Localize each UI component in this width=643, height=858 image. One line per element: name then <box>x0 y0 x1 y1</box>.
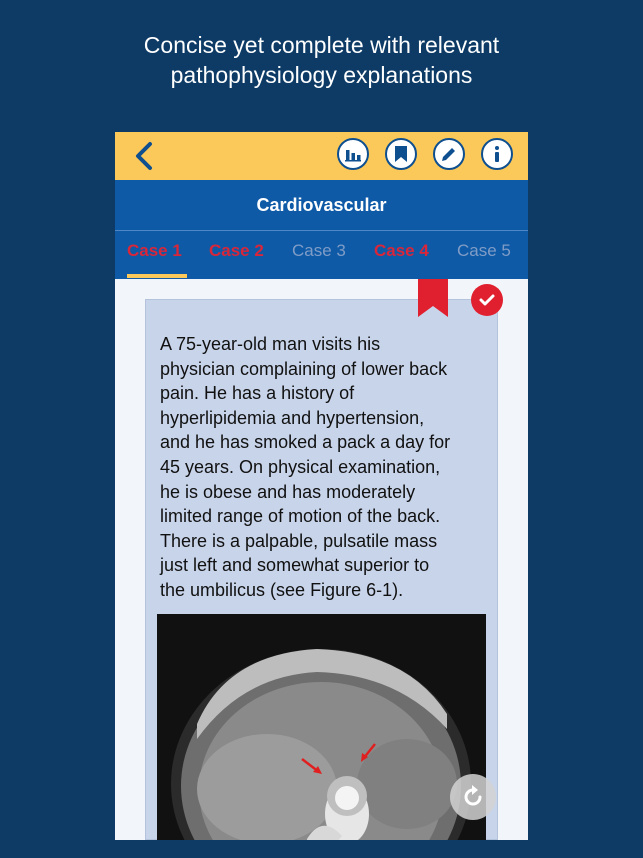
section-header <box>115 180 528 230</box>
completed-badge <box>471 284 503 316</box>
headline-line-1: Concise yet complete with relevant <box>143 32 500 58</box>
section-title: Cardiovascular <box>256 195 387 215</box>
back-button[interactable] <box>129 140 159 172</box>
tab-case-1[interactable]: Case 1 <box>127 241 182 260</box>
stats-icon <box>344 146 362 162</box>
case-card <box>145 299 498 840</box>
checkmark-icon <box>478 293 496 307</box>
refresh-button[interactable] <box>450 774 496 820</box>
tab-case-3[interactable]: Case 3 <box>292 241 346 260</box>
tab-case-5[interactable]: Case 5 <box>457 241 511 260</box>
top-toolbar <box>115 132 528 180</box>
promo-headline <box>0 30 643 90</box>
ct-scan-figure[interactable] <box>157 614 486 840</box>
case-content <box>115 279 528 840</box>
tab-case-4[interactable]: Case 4 <box>374 241 429 260</box>
back-chevron-icon <box>133 141 155 171</box>
edit-pencil-icon <box>440 145 458 163</box>
edit-button[interactable] <box>433 138 465 170</box>
selected-tab-indicator <box>127 274 187 278</box>
bookmark-button[interactable] <box>385 138 417 170</box>
case-tabs <box>115 230 528 279</box>
case-description: A 75-year-old man visits his physician complaining of lower back pain. He has a history of hyperlipidemia and hypertension, and he has smoked a pack a day for 45 years. On physical examination, he is obese and has moderately limited range of motion of the back. There is a palpable, pulsatile mass just left and somewhat superior to the umbilicus (see Figure 6-1). <box>160 334 451 600</box>
ct-scan-image <box>157 614 486 840</box>
tab-case-2[interactable]: Case 2 <box>209 241 264 260</box>
stats-button[interactable] <box>337 138 369 170</box>
app-screen <box>115 132 528 840</box>
headline-line-2: pathophysiology explanations <box>170 62 473 88</box>
bookmark-ribbon[interactable] <box>418 279 448 317</box>
bookmark-ribbon-icon <box>418 279 448 317</box>
info-button[interactable] <box>481 138 513 170</box>
bookmark-icon <box>394 145 408 163</box>
refresh-icon <box>460 784 486 810</box>
info-icon <box>490 145 504 163</box>
